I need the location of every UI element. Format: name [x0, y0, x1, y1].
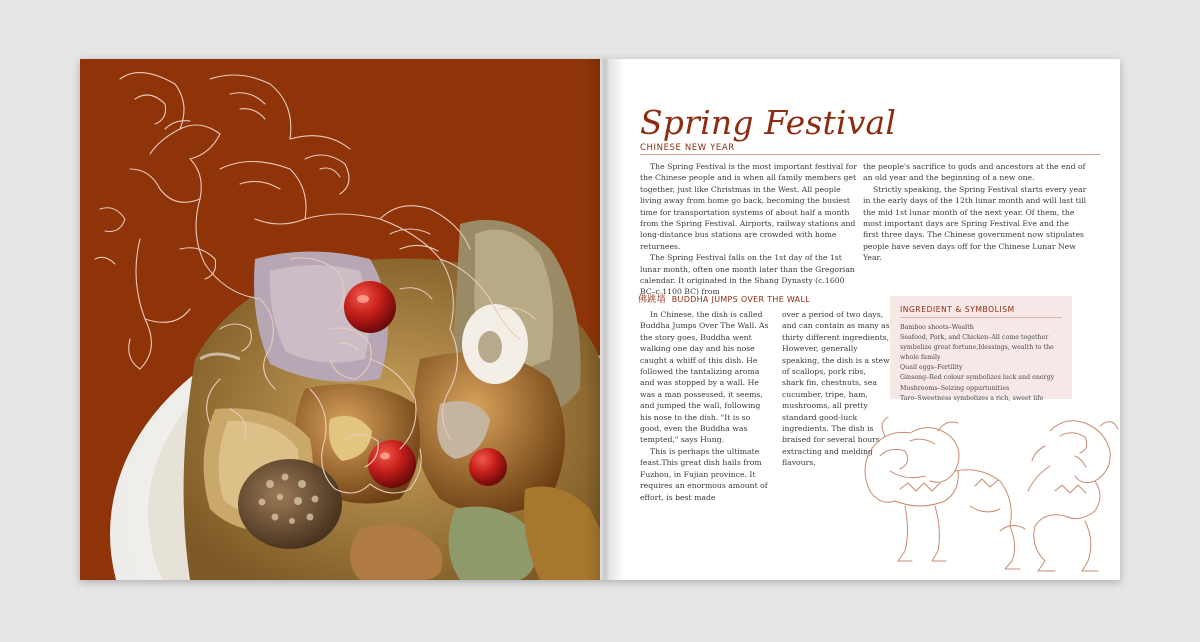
left-page — [80, 59, 600, 580]
dragon-dance-outline-icon — [1000, 421, 1118, 571]
box-title: INGREDIENT & SYMBOLISM — [900, 305, 1062, 318]
intro-column-1 — [640, 161, 862, 298]
lion-dance-outline-icon — [865, 417, 1020, 569]
chinese-title: 佛跳墙 — [638, 295, 666, 305]
buddha-column-1 — [640, 309, 774, 503]
magazine-spread — [80, 59, 1120, 580]
paragraph: The Spring Festival falls on the 1st day of the 1st lunar month, often one month later than the Gregorian calendar. It originated in the Shang Dynasty (c.1600 BC–c.1100 BC) from — [640, 253, 855, 297]
page-title: Spring Festival — [640, 103, 897, 142]
right-page — [600, 59, 1120, 580]
paragraph: This is perhaps the ultimate feast.This great dish hails from Fuzhou, in Fujian province. It requires an enormous amount of effort, is best made — [640, 446, 768, 502]
title-divider — [640, 154, 1100, 155]
list-item: Bamboo shoots–Wealth — [900, 324, 974, 331]
buddha-section-title — [638, 292, 810, 305]
paragraph: the people's sacrifice to gods and ancestors at the end of an old year and the beginning of a new one. — [863, 162, 1086, 183]
list-item: Mushrooms–Seizing oppurtunities — [900, 384, 1010, 392]
paragraph: over a period of two days, and can contain as many as thirty different ingredients, However, generally speaking, the dish is a stew of scallops, pork ribs, shark fin, chestnuts, sea cucumber, tripe, ham, mushrooms, all pretty standard good-luck ingredients. The dish is braised for several hours extracting and melding flavours. — [782, 310, 890, 468]
paragraph: Strictly speaking, the Spring Festival starts every year in the early days of the 12th lunar month and will last till the mid 1st lunar month of the next year. Of them, the most important days are Spring Festival Eve and the first three days. The Chinese government now stipulates people have seven days off for the Chinese Lunar New Year. — [863, 184, 1087, 263]
ingredient-symbolism-box — [890, 296, 1072, 402]
list-item: Quail eggs–Fertility — [900, 364, 963, 372]
lion-dragon-dance-illustration — [850, 411, 1120, 576]
page-subtitle: CHINESE NEW YEAR — [640, 143, 735, 153]
section-title-text: BUDDHA JUMPS OVER THE WALL — [671, 295, 810, 304]
paragraph: The Spring Festival is the most important festival for the Chinese people and is when all family members get together, just like Christmas in the West. All people living away from home go back, becoming the busiest time for transportation systems of about half a month from the Spring Festival. Airports, railway stations and long-distance bus stations are crowded with home returnees. — [640, 162, 857, 251]
list-item: Seafood, Pork, and Chicken–All come together symbolize great fortune,blessings, wealth to the whole family — [900, 334, 1054, 362]
list-item: Ginseng–Red colour symbolizes luck and energy — [900, 374, 1055, 382]
intro-column-2 — [863, 161, 1087, 264]
paragraph: In Chinese, the dish is called Buddha Jumps Over The Wall. As the story goes, Buddha went walking one day and his nose caught a whiff of this dish. He followed the tantalizing aroma and was stopped by a wall. He was a man possessed, it seems, and jumped the wall, following his nose to the dish. "It is so good, even the Buddha was tempted," says Hung. — [640, 310, 769, 445]
guardian-lion-outline-icon — [80, 59, 600, 580]
list-item: Taro–Sweetness symbolizes a rich, sweet life — [900, 394, 1044, 402]
